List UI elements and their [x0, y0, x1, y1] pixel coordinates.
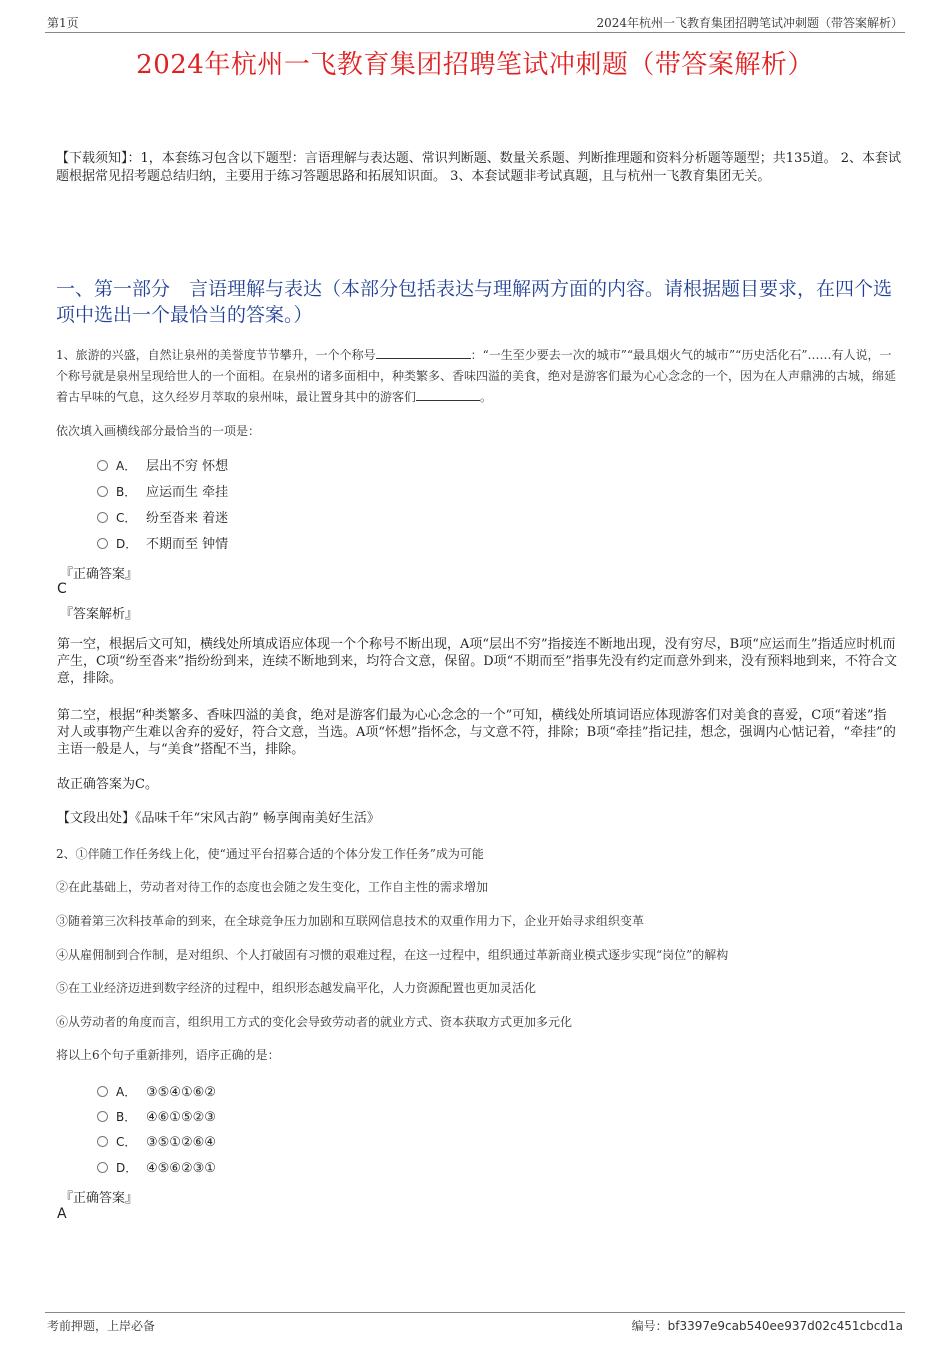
option-text: ③⑤①②⑥④ [146, 1135, 216, 1150]
footer-slogan: 考前押题，上岸必备 [47, 1319, 156, 1333]
q1-option-b[interactable] [97, 483, 228, 501]
q1-analysis-paragraph-1: 第一空，根据后文可知，横线处所填成语应体现一个个称号不断出现，A项“层出不穷”指接连不断地出现，没有穷尽，B项“应运而生”指适应时机而产生，C项“纷至沓来”指纷纷到来，连续不断地到来，均符合文意，保留。D项“不期而至”指事先没有约定而意外到来，没有预料地到来，不符合文意，排除。 [57, 637, 897, 686]
q2-prompt: 将以上6个句子重新排列，语序正确的是： [56, 1048, 280, 1062]
radio-icon[interactable] [97, 538, 108, 549]
stem-text: 。 [480, 390, 493, 404]
q1-answer: C [57, 581, 67, 597]
option-letter: A． [116, 459, 137, 473]
page-number: 第1页 [47, 16, 79, 30]
q2-sentence-3: ③随着第三次科技革命的到来，在全球竞争压力加剧和互联网信息技术的双重作用力下，企业开始寻求组织变革 [56, 914, 645, 928]
radio-icon[interactable] [97, 1162, 108, 1173]
q1-analysis-label: 『答案解析』 [60, 607, 139, 622]
option-letter: D． [116, 1161, 138, 1175]
q2-sentence-4: ④从雇佣制到合作制，是对组织、个人打破固有习惯的艰难过程，在这一过程中，组织通过革新商业模式逐步实现“岗位”的解构 [56, 948, 729, 962]
q1-option-a[interactable] [97, 457, 228, 475]
option-text: ④⑥①⑤②③ [146, 1110, 216, 1125]
stem-text: ：“一生至少要去一次的城市”“最具烟火气的城市”“历史活化石”……有人说，一个称号就是泉州呈现给世人的一个面相。在泉州的诸多面相中，种类繁多、香味四溢的美食，绝对是游客们最为心心念念的一个，因为在人声鼎沸的古城，绵延着古早味的气息，这久经岁月萃取的泉州味，最让置身其中的游客们 [56, 348, 897, 404]
radio-icon[interactable] [97, 460, 108, 471]
q2-sentence-2: ②在此基础上，劳动者对待工作的态度也会随之发生变化，工作自主性的需求增加 [56, 880, 489, 894]
page-header [45, 14, 905, 33]
stem-text: 1、旅游的兴盛，自然让泉州的美誉度节节攀升，一个个称号 [56, 348, 376, 362]
radio-icon[interactable] [97, 486, 108, 497]
option-letter: D． [116, 537, 138, 551]
option-letter: A． [116, 1085, 137, 1099]
radio-icon[interactable] [97, 1086, 108, 1097]
q2-sentence-1: 2、①伴随工作任务线上化，使“通过平台招募合适的个体分发工作任务”成为可能 [56, 847, 484, 861]
radio-icon[interactable] [97, 512, 108, 523]
blank-1 [376, 346, 471, 359]
document-title: 2024年杭州一飞教育集团招聘笔试冲刺题（带答案解析） [136, 50, 814, 80]
option-text: 纷至沓来 着迷 [146, 511, 229, 526]
radio-icon[interactable] [97, 1111, 108, 1122]
option-text: 应运而生 牵挂 [146, 485, 229, 500]
option-letter: B． [116, 485, 137, 499]
download-notice: 【下载须知】：1，本套练习包含以下题型：言语理解与表达题、常识判断题、数量关系题、判断推理题和资料分析题等题型；共135道。 2、本套试题根据常见招考题总结归纳，主要用于练习答题思路和拓展知识面。 3、本套试题非考试真题，且与杭州一飞教育集团无关。 [56, 151, 901, 184]
q1-analysis-conclusion: 故正确答案为C。 [57, 777, 158, 792]
q2-answer-label: 『正确答案』 [60, 1191, 139, 1206]
page-footer [45, 1312, 905, 1333]
question-1-prompt: 依次填入画横线部分最恰当的一项是： [56, 424, 261, 438]
q1-source: 【文段出处】《品味千年“宋风古韵” 畅享闽南美好生活》 [57, 811, 380, 826]
q2-answer: A [57, 1206, 67, 1222]
option-letter: C． [116, 511, 137, 525]
option-text: ④⑤⑥②③① [146, 1161, 216, 1176]
q2-sentence-6: ⑥从劳动者的角度而言，组织用工方式的变化会导致劳动者的就业方式、资本获取方式更加多元化 [56, 1015, 573, 1029]
option-letter: C． [116, 1135, 137, 1149]
q2-option-b[interactable] [97, 1108, 216, 1126]
q2-option-a[interactable] [97, 1083, 216, 1101]
option-text: 不期而至 钟情 [146, 537, 229, 552]
option-text: ③⑤④①⑥② [146, 1085, 216, 1100]
header-doc-title: 2024年杭州一飞教育集团招聘笔试冲刺题（带答案解析） [596, 16, 903, 30]
radio-icon[interactable] [97, 1136, 108, 1147]
q1-answer-label: 『正确答案』 [60, 567, 139, 582]
q1-option-d[interactable] [97, 535, 228, 553]
q2-option-c[interactable] [97, 1133, 216, 1151]
option-letter: B． [116, 1110, 137, 1124]
question-1-stem [56, 345, 896, 408]
footer-code: 编号：bf3397e9cab540ee937d02c451cbcd1a [631, 1319, 903, 1333]
option-text: 层出不穷 怀想 [146, 459, 229, 474]
q2-sentence-5: ⑤在工业经济迈进到数字经济的过程中，组织形态越发扁平化，人力资源配置也更加灵活化 [56, 981, 537, 995]
q2-option-d[interactable] [97, 1159, 216, 1177]
q1-option-c[interactable] [97, 509, 228, 527]
section-heading: 一、第一部分 言语理解与表达（本部分包括表达与理解两方面的内容。请根据题目要求，在四个选项中选出一个最恰当的答案。） [56, 278, 893, 326]
blank-2 [416, 388, 480, 401]
q1-analysis-paragraph-2: 第二空，根据“种类繁多、香味四溢的美食，绝对是游客们最为心心念念的一个”可知，横线处所填词语应体现游客们对美食的喜爱，C项“着迷”指对人或事物产生难以舍弃的爱好，符合文意，当选。A项“怀想”指怀念，与文意不符，排除；B项“牵挂”指记挂，想念，强调内心惦记着，“牵挂”的主语一般是人，与“美食”搭配不当，排除。 [57, 708, 896, 757]
